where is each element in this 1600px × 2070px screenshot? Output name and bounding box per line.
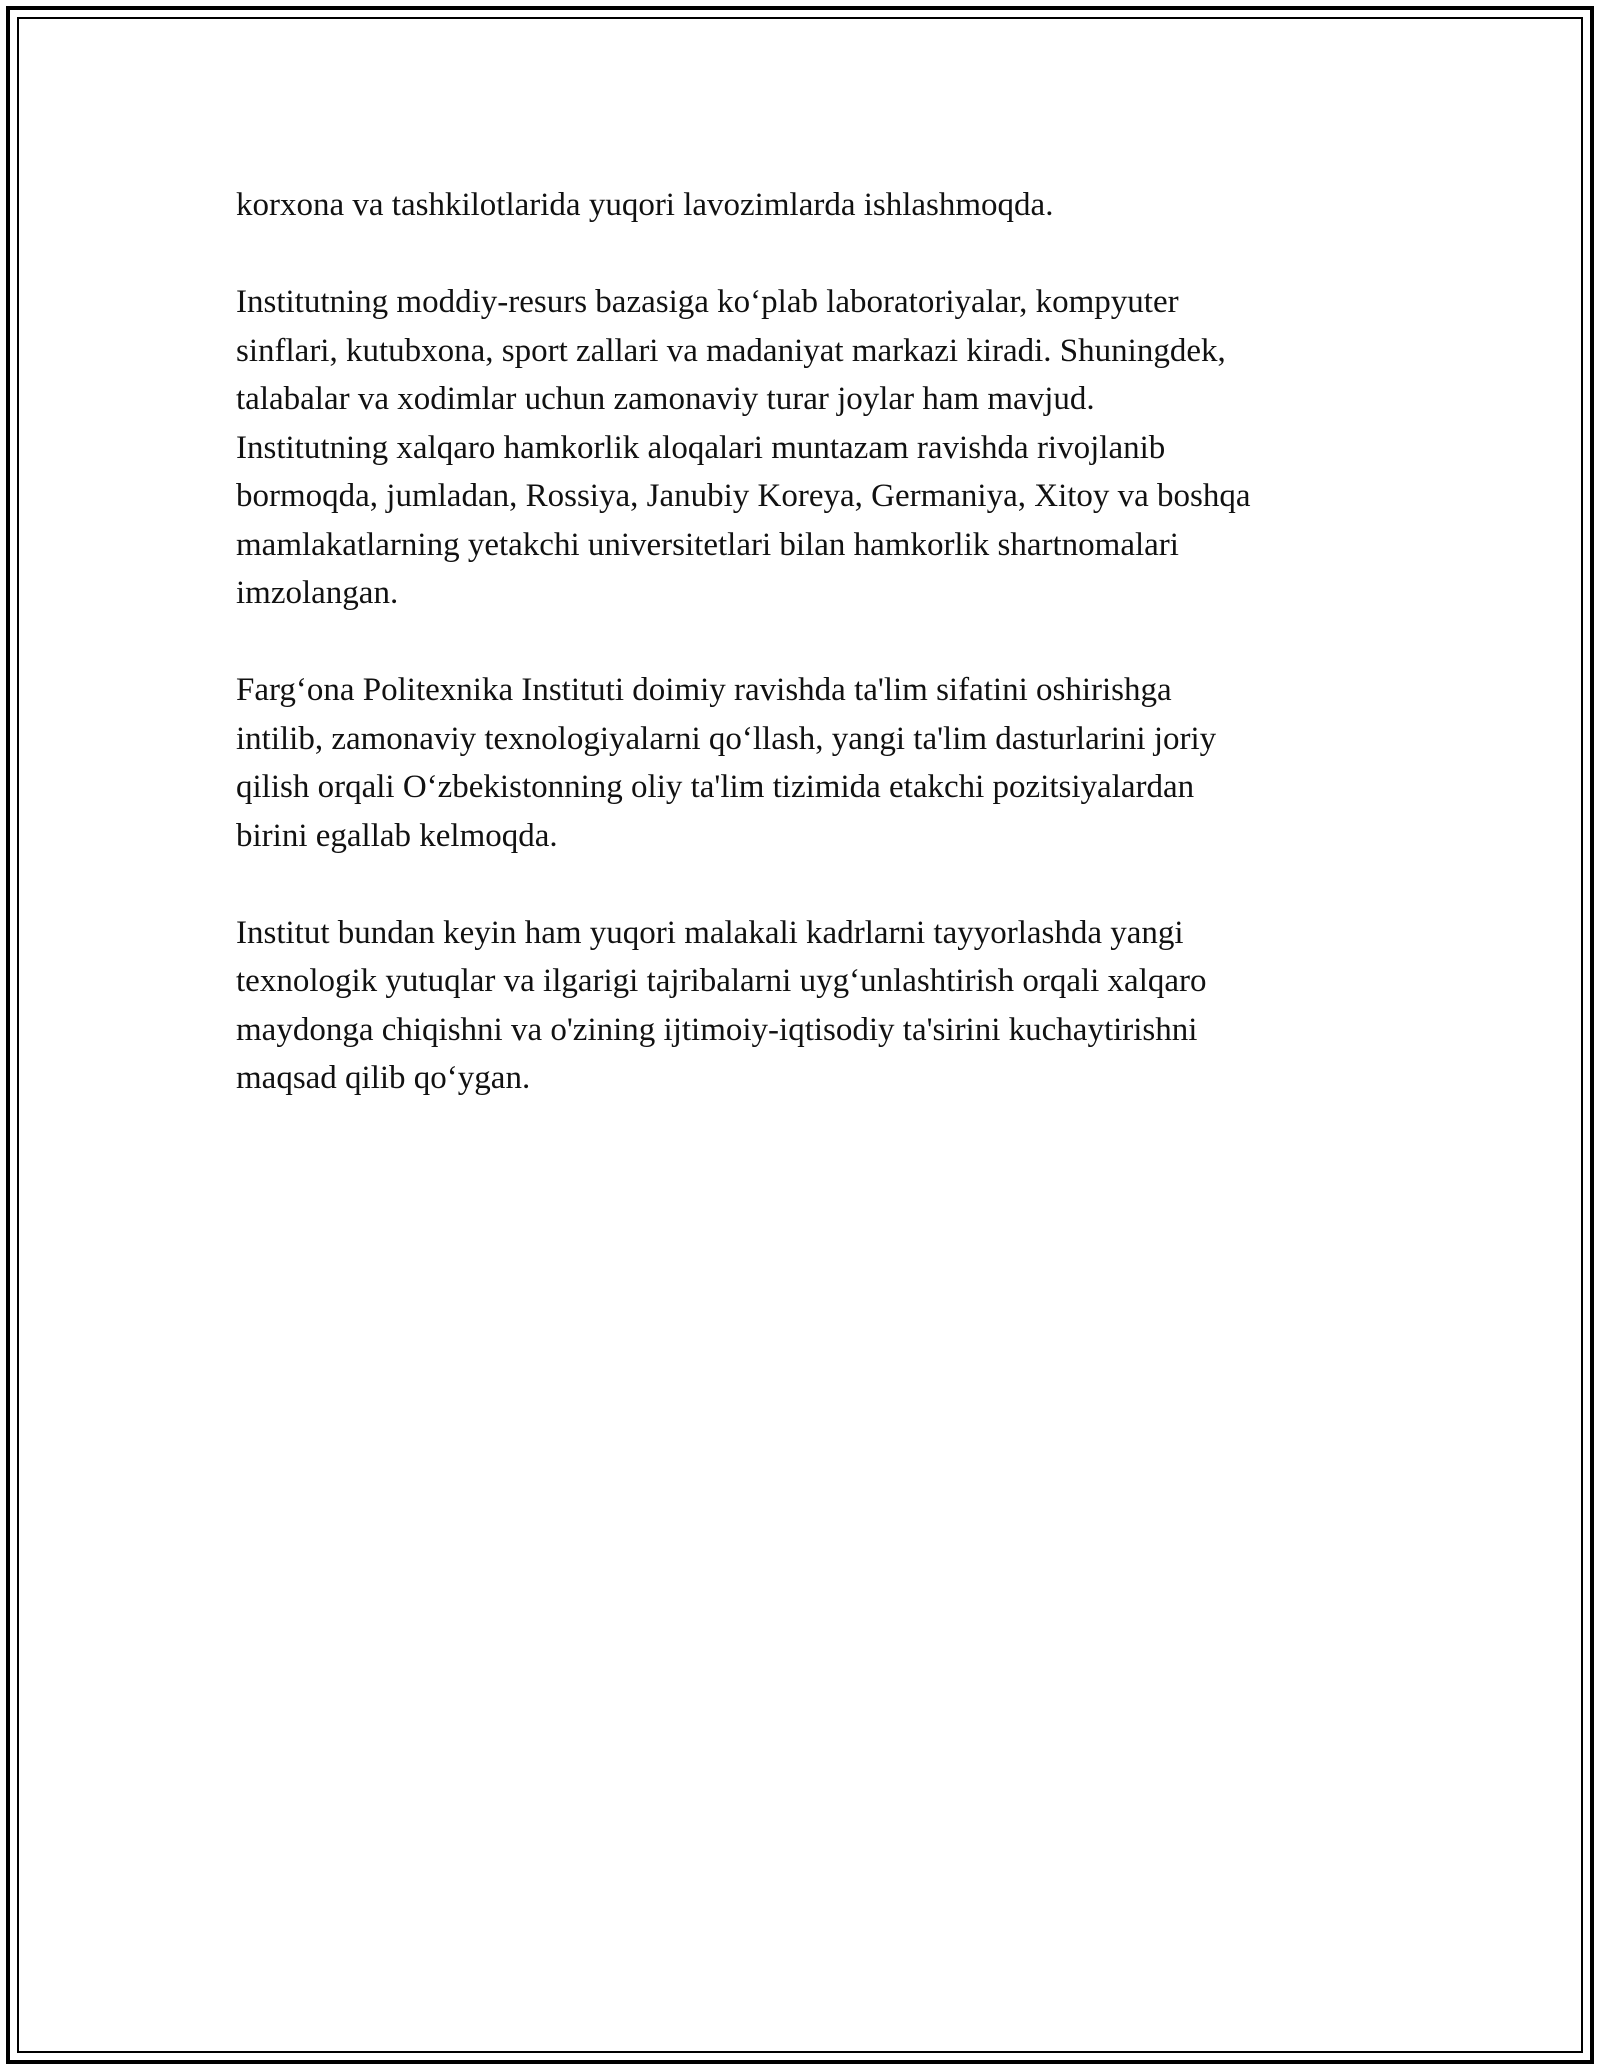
text-line: talabalar va xodimlar uchun zamonaviy turar joylar ham mavjud. bbox=[236, 381, 1095, 417]
paragraph-2 bbox=[236, 278, 1386, 618]
text-line: Farg‘ona Politexnika Instituti doimiy ravishda ta'lim sifatini oshirishga bbox=[236, 672, 1172, 708]
text-line: maqsad qilib qo‘ygan. bbox=[236, 1060, 531, 1096]
text-line: mamlakatlarning yetakchi universitetlari bilan hamkorlik shartnomalari bbox=[236, 526, 1179, 563]
text-line: sinflari, kutubxona, sport zallari va madaniyat markazi kiradi. Shuningdek, bbox=[236, 332, 1226, 369]
paragraph-1 bbox=[236, 181, 1386, 230]
text-line: Institut bundan keyin ham yuqori malakali kadrlarni tayyorlashda yangi bbox=[236, 914, 1184, 951]
text-line: texnologik yutuqlar va ilgarigi tajribalarni uyg‘unlashtirish orqali xalqaro bbox=[236, 963, 1207, 999]
paragraph-4 bbox=[236, 909, 1386, 1103]
paragraph-3 bbox=[236, 666, 1386, 860]
text-line: korxona va tashkilotlarida yuqori lavozimlarda ishlashmoqda. bbox=[236, 187, 1054, 223]
text-line: qilish orqali O‘zbekistonning oliy ta'lim tizimida etakchi pozitsiyalardan bbox=[236, 769, 1195, 805]
text-line: birini egallab kelmoqda. bbox=[236, 817, 558, 854]
text-line: imzolangan. bbox=[236, 575, 399, 611]
document-body bbox=[236, 181, 1386, 1151]
text-line: intilib, zamonaviy texnologiyalarni qo‘llash, yangi ta'lim dasturlarini joriy bbox=[236, 720, 1217, 757]
text-line: Institutning xalqaro hamkorlik aloqalari muntazam ravishda rivojlanib bbox=[236, 429, 1166, 466]
text-line: Institutning moddiy-resurs bazasiga ko‘plab laboratoriyalar, kompyuter bbox=[236, 284, 1179, 320]
text-line: bormoqda, jumladan, Rossiya, Janubiy Koreya, Germaniya, Xitoy va boshqa bbox=[236, 478, 1251, 514]
text-line: maydonga chiqishni va o'zining ijtimoiy-iqtisodiy ta'sirini kuchaytirishni bbox=[236, 1011, 1198, 1048]
